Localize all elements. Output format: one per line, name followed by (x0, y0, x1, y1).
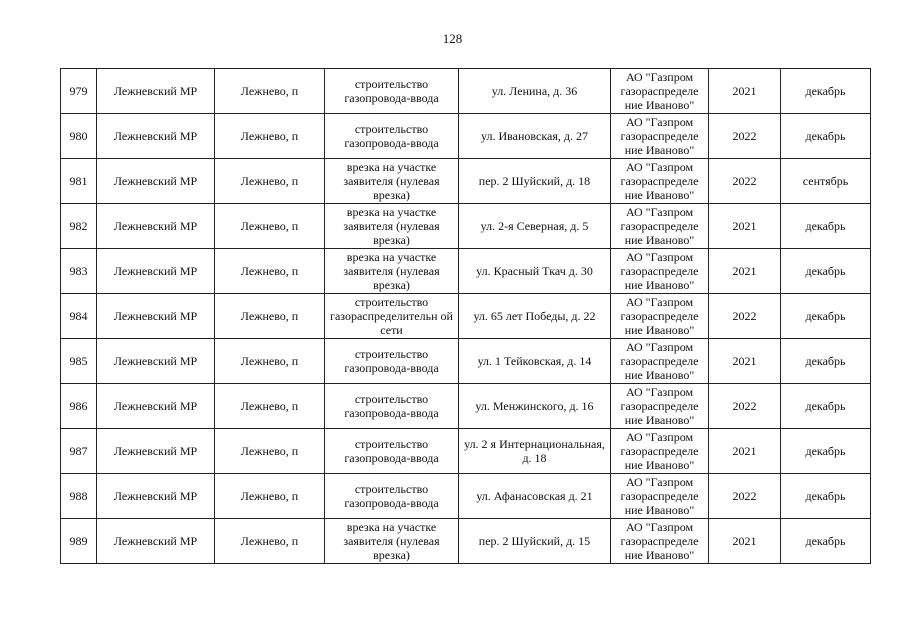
month-cell: декабрь (781, 294, 871, 339)
address-cell: ул. 2-я Северная, д. 5 (459, 204, 611, 249)
address-cell: пер. 2 Шуйский, д. 18 (459, 159, 611, 204)
year-cell: 2021 (709, 204, 781, 249)
settlement-cell: Лежнево, п (215, 384, 325, 429)
address-cell: ул. 2 я Интернациональная, д. 18 (459, 429, 611, 474)
table-row (61, 294, 871, 339)
row-number-cell: 986 (61, 384, 97, 429)
year-cell: 2022 (709, 474, 781, 519)
address-cell: ул. 1 Тейковская, д. 14 (459, 339, 611, 384)
address-cell: ул. Афанасовская д. 21 (459, 474, 611, 519)
year-cell: 2022 (709, 114, 781, 159)
organization-cell: АО "Газпром газораспределе ние Иваново" (611, 159, 709, 204)
work-type-cell: врезка на участке заявителя (нулевая врезка) (325, 204, 459, 249)
organization-cell: АО "Газпром газораспределе ние Иваново" (611, 474, 709, 519)
month-cell: декабрь (781, 114, 871, 159)
month-cell: декабрь (781, 474, 871, 519)
organization-cell: АО "Газпром газораспределе ние Иваново" (611, 249, 709, 294)
row-number-cell: 983 (61, 249, 97, 294)
year-cell: 2021 (709, 69, 781, 114)
district-cell: Лежневский МР (97, 339, 215, 384)
table-row (61, 249, 871, 294)
row-number-cell: 980 (61, 114, 97, 159)
year-cell: 2022 (709, 159, 781, 204)
organization-cell: АО "Газпром газораспределе ние Иваново" (611, 384, 709, 429)
work-type-cell: строительство газораспределительн ой сети (325, 294, 459, 339)
row-number-cell: 984 (61, 294, 97, 339)
table-row (61, 159, 871, 204)
year-cell: 2021 (709, 339, 781, 384)
table-row (61, 69, 871, 114)
table-row (61, 114, 871, 159)
month-cell: декабрь (781, 384, 871, 429)
district-cell: Лежневский МР (97, 159, 215, 204)
address-cell: ул. Менжинского, д. 16 (459, 384, 611, 429)
address-cell: пер. 2 Шуйский, д. 15 (459, 519, 611, 564)
work-type-cell: строительство газопровода-ввода (325, 69, 459, 114)
settlement-cell: Лежнево, п (215, 519, 325, 564)
table-row (61, 204, 871, 249)
gasification-table (60, 68, 871, 564)
organization-cell: АО "Газпром газораспределе ние Иваново" (611, 339, 709, 384)
row-number-cell: 979 (61, 69, 97, 114)
district-cell: Лежневский МР (97, 474, 215, 519)
row-number-cell: 985 (61, 339, 97, 384)
month-cell: декабрь (781, 69, 871, 114)
table-row (61, 474, 871, 519)
settlement-cell: Лежнево, п (215, 294, 325, 339)
address-cell: ул. Ленина, д. 36 (459, 69, 611, 114)
work-type-cell: врезка на участке заявителя (нулевая врезка) (325, 159, 459, 204)
address-cell: ул. Ивановская, д. 27 (459, 114, 611, 159)
address-cell: ул. 65 лет Победы, д. 22 (459, 294, 611, 339)
month-cell: декабрь (781, 249, 871, 294)
organization-cell: АО "Газпром газораспределе ние Иваново" (611, 294, 709, 339)
organization-cell: АО "Газпром газораспределе ние Иваново" (611, 69, 709, 114)
organization-cell: АО "Газпром газораспределе ние Иваново" (611, 204, 709, 249)
table-body (61, 69, 871, 564)
district-cell: Лежневский МР (97, 204, 215, 249)
organization-cell: АО "Газпром газораспределе ние Иваново" (611, 114, 709, 159)
district-cell: Лежневский МР (97, 249, 215, 294)
month-cell: сентябрь (781, 159, 871, 204)
month-cell: декабрь (781, 519, 871, 564)
row-number-cell: 987 (61, 429, 97, 474)
table-row (61, 384, 871, 429)
table-row (61, 339, 871, 384)
year-cell: 2022 (709, 294, 781, 339)
table-row (61, 429, 871, 474)
district-cell: Лежневский МР (97, 384, 215, 429)
table-row (61, 519, 871, 564)
page-number: 128 (442, 31, 463, 46)
month-cell: декабрь (781, 339, 871, 384)
settlement-cell: Лежнево, п (215, 249, 325, 294)
settlement-cell: Лежнево, п (215, 474, 325, 519)
month-cell: декабрь (781, 429, 871, 474)
row-number-cell: 988 (61, 474, 97, 519)
work-type-cell: строительство газопровода-ввода (325, 429, 459, 474)
year-cell: 2021 (709, 519, 781, 564)
row-number-cell: 989 (61, 519, 97, 564)
settlement-cell: Лежнево, п (215, 69, 325, 114)
district-cell: Лежневский МР (97, 519, 215, 564)
work-type-cell: строительство газопровода-ввода (325, 114, 459, 159)
district-cell: Лежневский МР (97, 69, 215, 114)
year-cell: 2021 (709, 249, 781, 294)
work-type-cell: врезка на участке заявителя (нулевая врезка) (325, 249, 459, 294)
row-number-cell: 982 (61, 204, 97, 249)
work-type-cell: строительство газопровода-ввода (325, 384, 459, 429)
work-type-cell: строительство газопровода-ввода (325, 339, 459, 384)
address-cell: ул. Красный Ткач д. 30 (459, 249, 611, 294)
district-cell: Лежневский МР (97, 429, 215, 474)
work-type-cell: строительство газопровода-ввода (325, 474, 459, 519)
year-cell: 2021 (709, 429, 781, 474)
settlement-cell: Лежнево, п (215, 159, 325, 204)
work-type-cell: врезка на участке заявителя (нулевая врезка) (325, 519, 459, 564)
settlement-cell: Лежнево, п (215, 204, 325, 249)
year-cell: 2022 (709, 384, 781, 429)
organization-cell: АО "Газпром газораспределе ние Иваново" (611, 519, 709, 564)
settlement-cell: Лежнево, п (215, 429, 325, 474)
district-cell: Лежневский МР (97, 294, 215, 339)
district-cell: Лежневский МР (97, 114, 215, 159)
month-cell: декабрь (781, 204, 871, 249)
settlement-cell: Лежнево, п (215, 114, 325, 159)
organization-cell: АО "Газпром газораспределе ние Иваново" (611, 429, 709, 474)
settlement-cell: Лежнево, п (215, 339, 325, 384)
row-number-cell: 981 (61, 159, 97, 204)
